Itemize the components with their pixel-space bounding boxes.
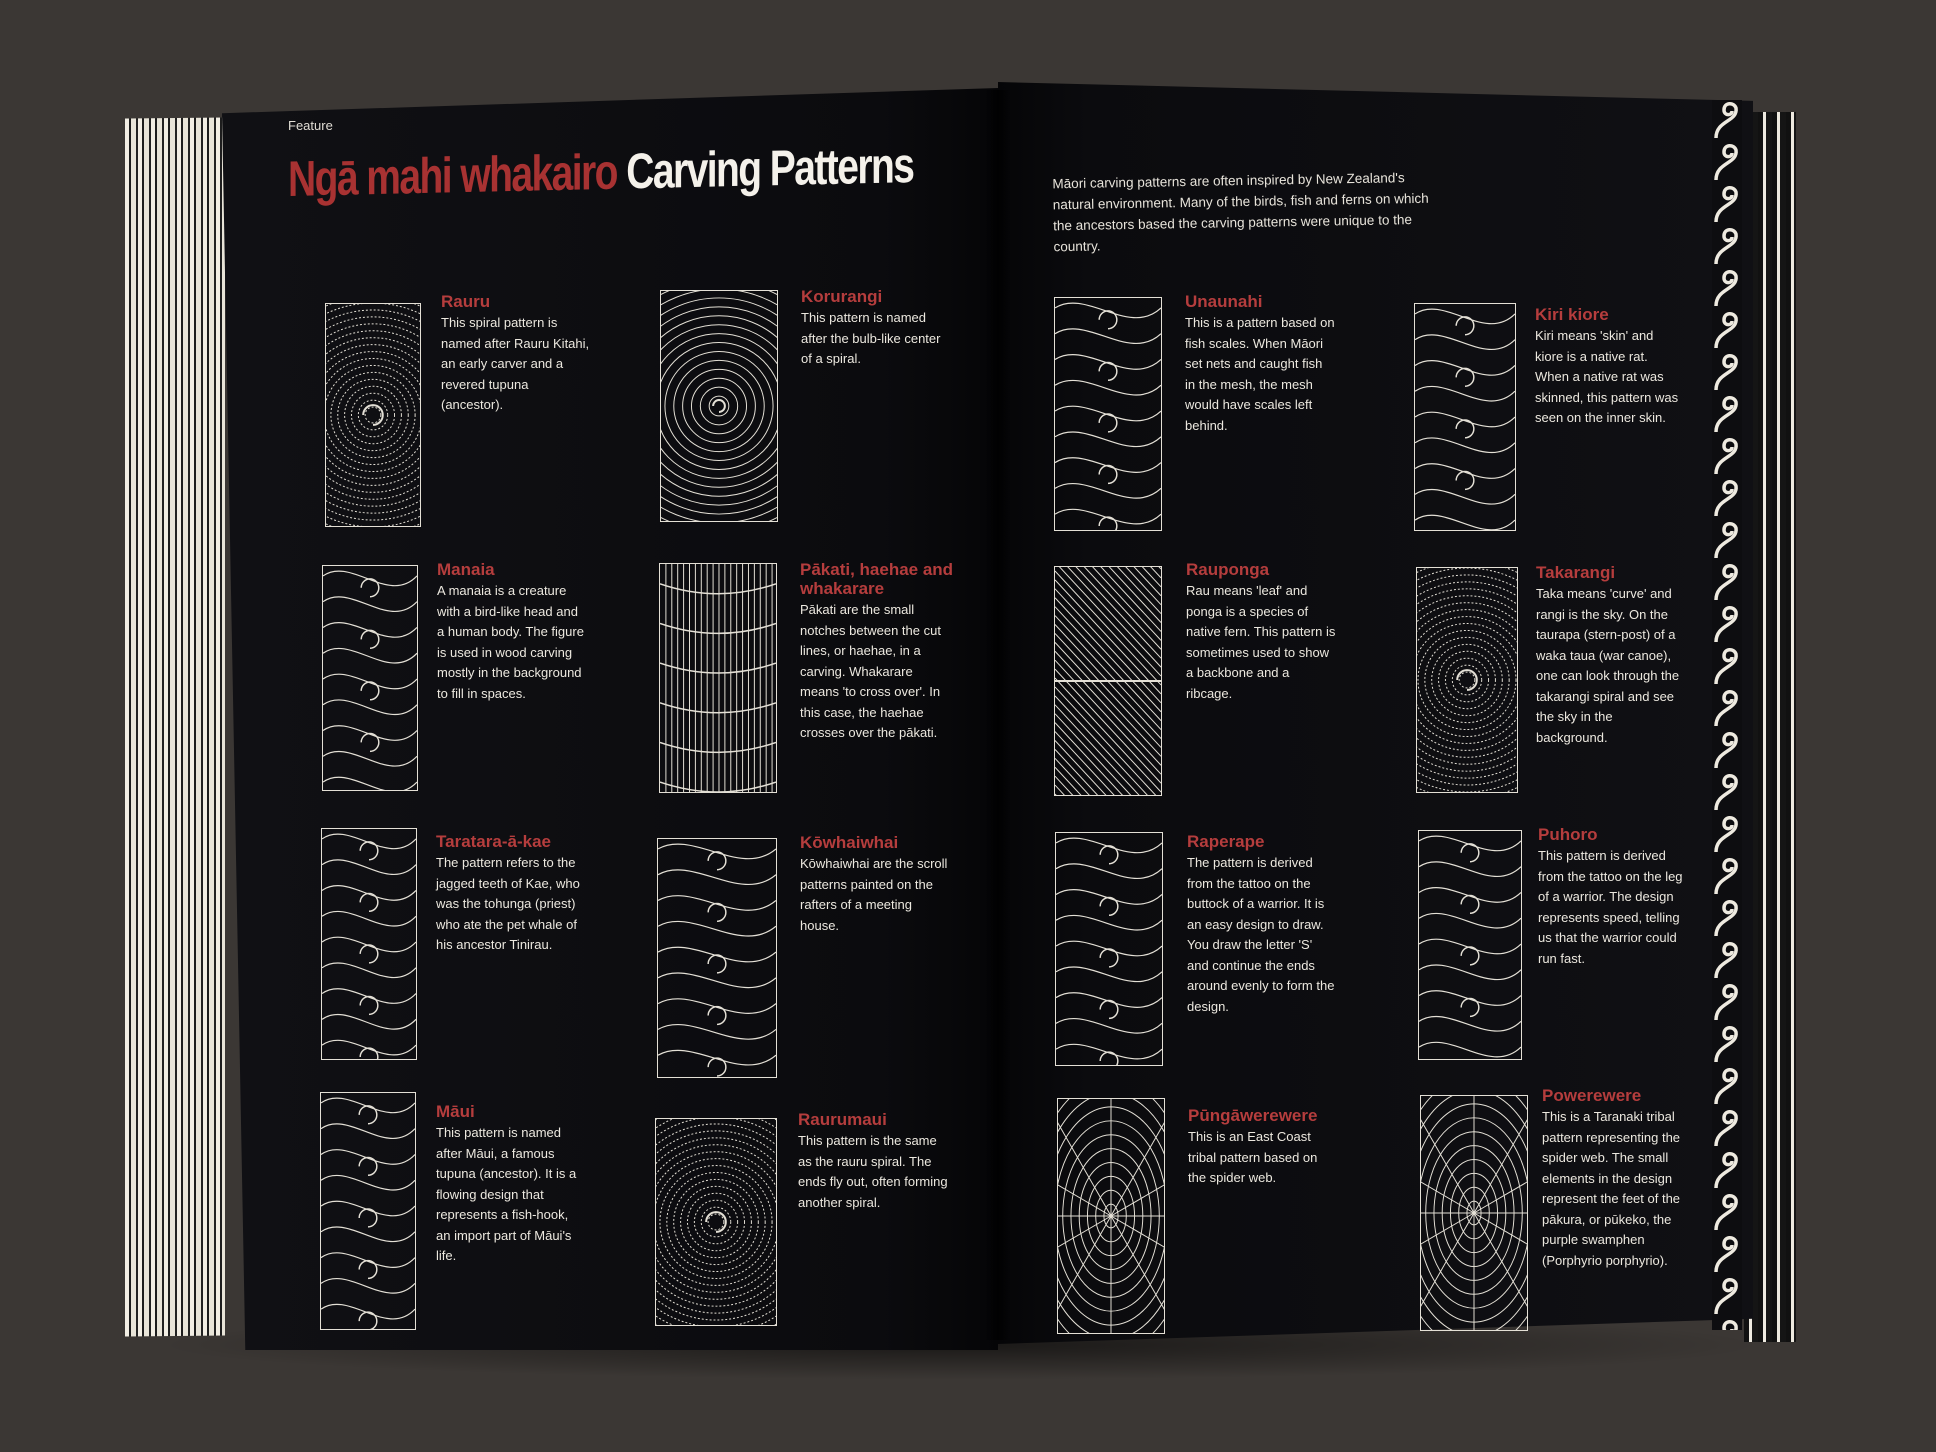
pattern-description: This is an East Coast tribal pattern based on the spider web. [1188,1129,1318,1185]
pattern-name: Takarangi [1536,563,1616,582]
section-kicker: Feature [288,118,333,133]
pattern-entry [437,560,587,704]
pattern-entry [1538,825,1688,969]
pattern-entry [800,833,950,936]
pattern-entry [1186,560,1336,704]
fish-hook-icon [320,1092,416,1330]
pattern-entry [1187,832,1337,1017]
pattern-entry [1542,1086,1692,1271]
pattern-name: Unaunahi [1185,292,1263,311]
pattern-name: Raperape [1187,832,1265,851]
pattern-name: Rauru [441,292,491,311]
pattern-description: This pattern is named after Māui, a famous tupuna (ancestor). It is a flowing design that represents a fish-hook, an import part of Māui's life. [436,1125,577,1263]
manaia-figure-icon [322,565,418,791]
title-english: Carving Patterns [626,137,914,200]
pattern-entry [1535,305,1685,429]
pattern-entry [1188,1106,1338,1189]
pattern-description: This pattern is derived from the tattoo on the leg of a warrior. The design represents speed, telling us that the warrior could run fast. [1538,848,1683,966]
pattern-description: This pattern is named after the bulb-like center of a spiral. [801,310,941,366]
pattern-entry [1536,563,1686,748]
s-curve-icon [1055,832,1163,1066]
pattern-name: Pākati, haehae and whakarare [800,560,954,598]
pattern-name: Pūngāwerewere [1188,1106,1318,1125]
scroll-pattern-icon [657,838,777,1078]
sky-spiral-icon [1416,567,1518,793]
pattern-name: Korurangi [801,287,883,306]
pattern-description: Taka means 'curve' and rangi is the sky. On the taurapa (stern-post) of a waka taua (war canoe), one can look through the takarangi spiral and see the sky in the background. [1536,586,1680,745]
pattern-entry [436,832,586,956]
title-maori: Ngā mahi whakairo [288,143,617,207]
pattern-entry [801,287,951,370]
spiral-pattern-icon [325,303,421,527]
pattern-name: Rauponga [1186,560,1270,579]
pattern-name: Raurumaui [798,1110,887,1129]
pattern-description: Pākati are the small notches between the cut lines, or haehae, in a carving. Whakarare means 'to cross over'. In this case, the haehae crosses over the pākati. [800,602,941,740]
book-gutter [985,90,1011,1340]
koru-spiral-icon [660,290,778,522]
left-page-edges [125,117,225,1336]
fish-scale-icon [1054,297,1162,531]
pattern-description: A manaia is a creature with a bird-like head and a human body. The figure is used in wood carving mostly in the background to fill in spaces. [437,583,584,701]
pattern-description: This spiral pattern is named after Rauru Kitahi, an early carver and a revered tupuna (ancestor). [441,315,590,412]
pattern-name: Māui [436,1102,475,1121]
pattern-entry [1185,292,1335,436]
pattern-entry [800,560,955,744]
pattern-description: Rau means 'leaf' and ponga is a species of native fern. This pattern is sometimes used to show a backbone and a ribcage. [1186,583,1336,701]
pattern-name: Puhoro [1538,825,1598,844]
speed-pattern-icon [1418,830,1522,1060]
pattern-name: Kiri kiore [1535,305,1609,324]
pattern-description: Kōwhaiwhai are the scroll patterns painted on the rafters of a meeting house. [800,856,948,933]
pattern-entry [436,1102,586,1267]
intro-paragraph: Māori carving patterns are often inspired by New Zealand's natural environment. Many of the birds, fish and ferns on which the ancestors based the carving patterns were unique to the country. [1052,170,1429,255]
pattern-name: Kōwhaiwhai [800,833,899,852]
pattern-entry [798,1110,953,1213]
spider-feet-icon [1420,1095,1528,1331]
pattern-entry [441,292,591,416]
pattern-name: Taratara-ā-kae [436,832,551,851]
double-spiral-icon [655,1118,777,1326]
spider-web-icon [1057,1098,1165,1334]
notched-lines-icon [659,563,777,793]
fern-leaf-icon [1054,566,1162,796]
pattern-name: Powerewere [1542,1086,1642,1105]
pattern-description: The pattern refers to the jagged teeth of Kae, who was the tohunga (priest) who ate the pet whale of his ancestor Tinirau. [436,855,580,952]
pattern-description: This is a Taranaki tribal pattern representing the spider web. The small elements in the design represent the feet of the pākura, or pūkeko, the purple swamphen (Porphyrio porphyrio). [1542,1109,1681,1268]
rat-skin-icon [1414,303,1516,531]
koru-border-icon [1712,100,1742,1330]
jagged-teeth-icon [321,828,417,1060]
pattern-description: This is a pattern based on fish scales. When Māori set nets and caught fish in the mesh, the mesh would have scales left behind. [1185,315,1335,433]
pattern-description: This pattern is the same as the rauru spiral. The ends fly out, often forming another spiral. [798,1133,948,1210]
pattern-name: Manaia [437,560,495,579]
pattern-description: Kiri means 'skin' and kiore is a native rat. When a native rat was skinned, this pattern was seen on the inner skin. [1535,328,1679,425]
pattern-description: The pattern is derived from the tattoo on the buttock of a warrior. It is an easy design to draw. You draw the letter 'S' and continue the ends around evenly to form the design. [1187,855,1335,1014]
